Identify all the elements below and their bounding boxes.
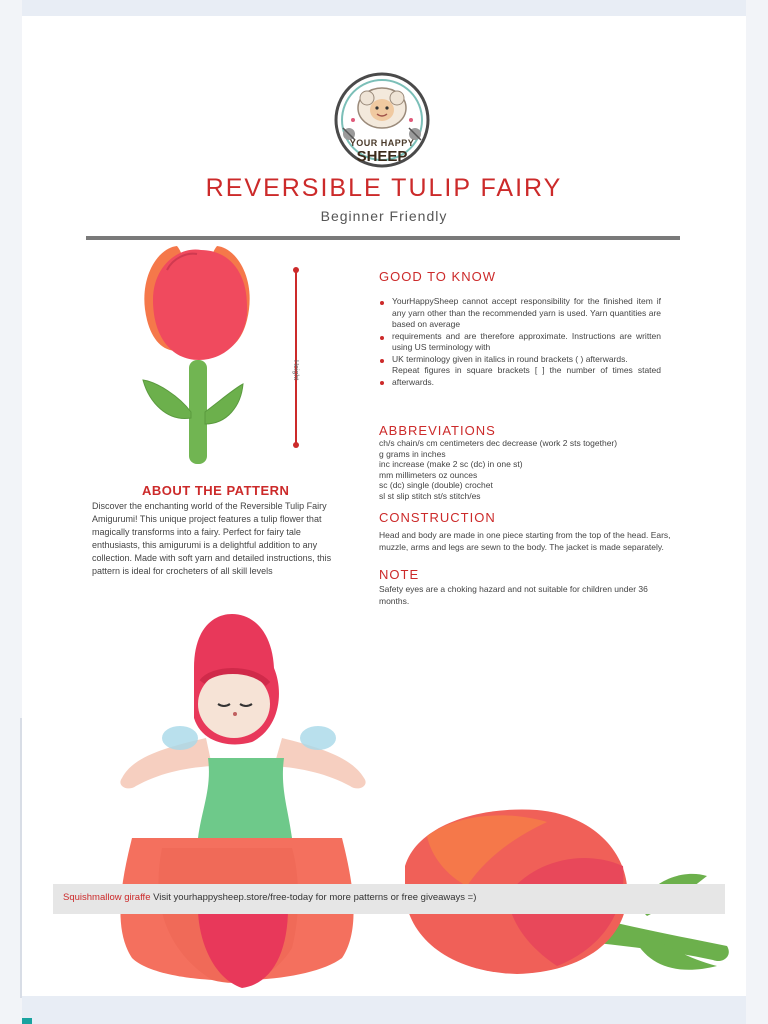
list-item xyxy=(379,354,661,366)
document-page xyxy=(22,16,746,996)
abbreviations-heading: ABBREVIATIONS xyxy=(379,423,496,438)
note-heading: NOTE xyxy=(379,567,420,582)
abbreviation-line: g grams in inches xyxy=(379,448,446,459)
construction-heading: CONSTRUCTION xyxy=(379,510,496,525)
list-item-text: requirements and are therefore approximate. Instructions are written using US terminology with xyxy=(392,330,661,352)
abbreviation-line: inc increase (make 2 sc (dc) in one st) xyxy=(379,459,523,469)
logo-text-top: YOUR HAPPY xyxy=(349,138,415,148)
about-heading: ABOUT THE PATTERN xyxy=(142,483,290,498)
abbreviation-line: mm millimeters oz ounces xyxy=(379,469,478,480)
good-to-know-heading: GOOD TO KNOW xyxy=(379,269,496,284)
list-item-text: UK terminology given in italics in round brackets ( ) afterwards. xyxy=(392,353,628,364)
list-item xyxy=(379,365,661,388)
about-text: Discover the enchanting world of the Reversible Tulip Fairy Amigurumi! This unique project features a tulip flower that magically transforms into a fairy. Perfect for fairy tale enthusiasts, this amigurumi is a delightful addition to any collection. Made with soft yarn and detailed instructions, this pattern is ideal for crocheters of all skill levels xyxy=(92,501,332,576)
height-indicator-top xyxy=(293,267,299,273)
promo-link[interactable]: Squishmallow giraffe xyxy=(63,892,151,903)
bullet-icon xyxy=(380,301,384,305)
abbreviation-line: sl st slip stitch st/s stitch/es xyxy=(379,490,481,501)
page-subtitle: Beginner Friendly xyxy=(320,208,448,224)
list-item xyxy=(379,296,661,331)
good-to-know-list xyxy=(379,296,661,388)
bottom-bar xyxy=(22,996,746,1024)
fairy-photo xyxy=(102,608,382,996)
height-indicator-line xyxy=(295,269,297,446)
bullet-icon xyxy=(380,381,384,385)
list-item xyxy=(379,331,661,354)
top-bar xyxy=(22,0,746,16)
bullet-icon xyxy=(380,336,384,340)
abbreviation-line: sc (dc) single (double) crochet xyxy=(379,480,493,490)
promo-banner-text xyxy=(63,892,476,903)
tulip-photo xyxy=(117,240,277,470)
abbreviation-line: ch/s chain/s cm centimeters dec decrease (work 2 sts together) xyxy=(379,438,618,448)
height-indicator-bottom xyxy=(293,442,299,448)
list-item-text: YourHappySheep cannot accept responsibility for the finished item if any yarn other than the recommended yarn is used. Yarn quantities are based on average xyxy=(392,296,661,329)
construction-text: Head and body are made in one piece starting from the top of the head. Ears, muzzle, arms and legs are sewn to the body. The jacket is made separately. xyxy=(379,530,671,552)
abbreviations-list xyxy=(379,438,679,501)
bullet-icon xyxy=(380,359,384,363)
list-item-text: Repeat figures in square brackets [ ] the number of times stated afterwards. xyxy=(392,365,661,387)
page-title: REVERSIBLE TULIP FAIRY xyxy=(205,174,563,202)
note-text: Safety eyes are a choking hazard and not suitable for children under 36 months. xyxy=(379,584,648,606)
promo-text: Visit yourhappysheep.store/free-today for more patterns or free giveaways =) xyxy=(150,892,477,903)
height-label: Height xyxy=(292,360,299,381)
bottom-accent xyxy=(22,1018,32,1024)
happy-sheep-logo xyxy=(329,72,435,172)
logo-text-bottom: SHEEP xyxy=(356,148,408,165)
